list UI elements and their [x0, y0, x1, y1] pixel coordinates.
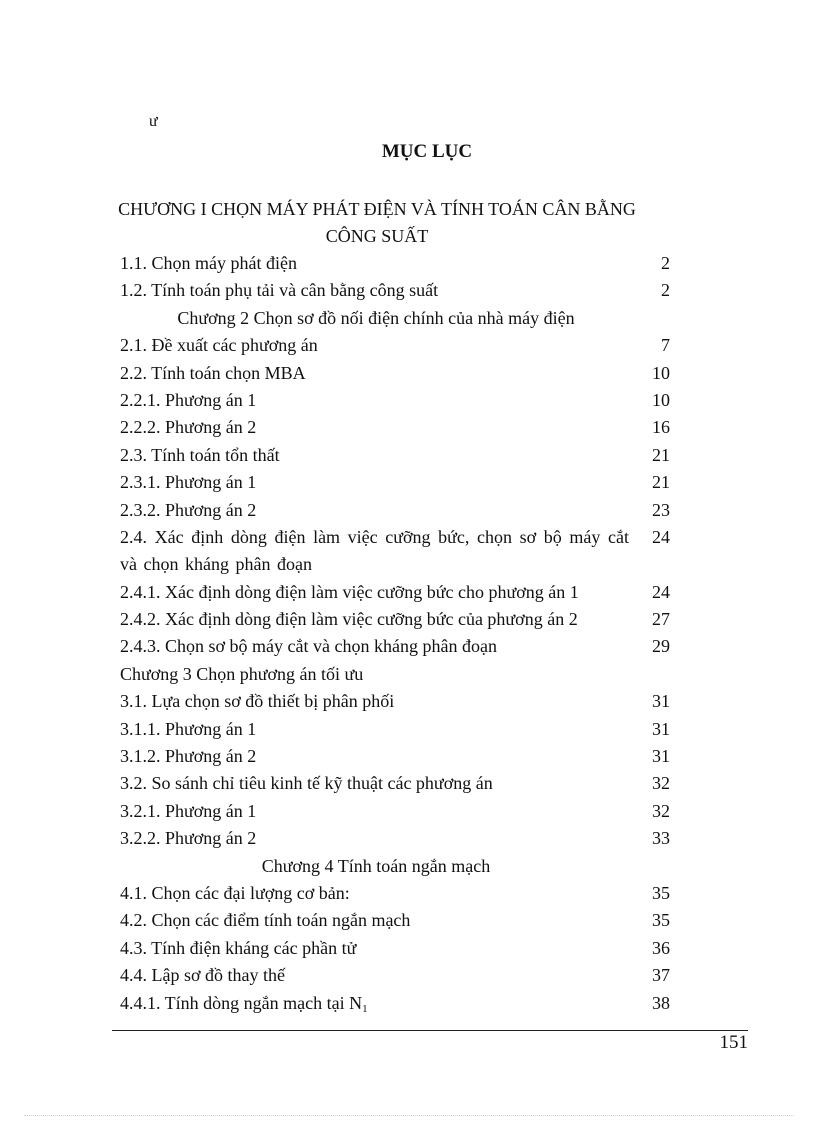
toc-entry-title: 2.4.3. Chọn sơ bộ máy cắt và chọn kháng phân đoạn — [120, 636, 497, 657]
toc-entry-title: 1.1. Chọn máy phát điện — [120, 253, 297, 273]
toc-entry-page: 31 — [652, 746, 670, 767]
toc-entry-title: 3.1.1. Phương án 1 — [120, 718, 257, 739]
page-bottom-border — [24, 1115, 794, 1116]
toc-entry[interactable] — [0, 962, 816, 989]
toc-entry-page: 21 — [652, 472, 670, 493]
toc-entry-page: 31 — [652, 718, 670, 739]
toc-entry-title: 1.2. Tính toán phụ tải và cân bằng công suất — [120, 280, 439, 301]
toc-entry[interactable] — [0, 606, 816, 633]
chapter-1-heading: CHƯƠNG I CHỌN MÁY PHÁT ĐIỆN VÀ TÍNH TOÁN CÂN BẰNG CÔNG SUẤT — [118, 199, 636, 246]
toc-entry-page: 27 — [652, 609, 670, 630]
toc-entry-title: 4.1. Chọn các đại lượng cơ bản: — [120, 883, 350, 903]
toc-entry-page: 10 — [652, 389, 670, 410]
toc-entry-title: 2.4. Xác định dòng điện làm việc cưỡng bức, chọn sơ bộ máy cắt và chọn kháng phân đoạn — [120, 526, 629, 575]
toc-chapter-heading[interactable] — [0, 661, 816, 688]
toc-entry-page: 32 — [652, 800, 670, 821]
toc-entry-page: 21 — [652, 444, 670, 465]
toc-entry[interactable] — [0, 716, 816, 743]
footer-rule — [112, 1030, 748, 1031]
toc-entry-page: 2 — [661, 280, 670, 301]
toc-entry-page: 2 — [661, 253, 670, 273]
toc-chapter-heading[interactable] — [0, 305, 816, 332]
toc-entry-page: 35 — [652, 883, 670, 903]
toc-entry[interactable] — [0, 524, 816, 579]
table-of-contents — [0, 250, 816, 1017]
toc-entry-title: 4.3. Tính điện kháng các phần tử — [120, 937, 357, 958]
toc-entry[interactable] — [0, 387, 816, 414]
toc-entry-title: 3.1.2. Phương án 2 — [120, 746, 257, 767]
toc-entry[interactable] — [0, 579, 816, 606]
toc-entry-title: 3.2.1. Phương án 1 — [120, 800, 257, 821]
toc-entry[interactable] — [0, 277, 816, 304]
toc-entry-title: Chương 3 Chọn phương án tối ưu — [120, 663, 364, 684]
toc-entry-page: 23 — [652, 499, 670, 520]
toc-entry[interactable] — [0, 907, 816, 934]
toc-entry-page: 33 — [652, 828, 670, 849]
toc-entry[interactable] — [0, 332, 816, 359]
stray-character: ư — [149, 113, 158, 130]
toc-entry-title: 3.1. Lựa chọn sơ đồ thiết bị phân phối — [120, 691, 395, 712]
toc-entry[interactable] — [0, 688, 816, 715]
toc-entry-page: 31 — [652, 691, 670, 712]
toc-chapter-heading[interactable] — [0, 853, 816, 880]
toc-entry-page: 24 — [652, 581, 670, 602]
toc-entry[interactable] — [0, 360, 816, 387]
toc-entry[interactable] — [0, 469, 816, 496]
toc-entry-title: Chương 4 Tính toán ngắn mạch — [261, 855, 491, 876]
toc-title: MỤC LỤC — [381, 141, 473, 162]
toc-entry-page: 7 — [661, 335, 670, 356]
toc-entry-title: 2.2.1. Phương án 1 — [120, 389, 257, 410]
toc-entry[interactable] — [0, 497, 816, 524]
toc-entry-title: Chương 2 Chọn sơ đồ nối điện chính của nhà máy điện — [177, 307, 575, 328]
toc-entry[interactable] — [0, 442, 816, 469]
toc-entry-page: 16 — [652, 417, 670, 438]
toc-entry[interactable] — [0, 880, 816, 907]
toc-entry[interactable] — [0, 250, 816, 277]
toc-entry-title: 4.4. Lập sơ đồ thay thế — [120, 965, 285, 986]
toc-entry-page: 29 — [652, 636, 670, 657]
toc-entry[interactable] — [0, 743, 816, 770]
toc-entry[interactable] — [0, 990, 816, 1017]
toc-entry[interactable] — [0, 770, 816, 797]
toc-entry-title: 3.2.2. Phương án 2 — [120, 828, 257, 849]
toc-entry-title: 2.2.2. Phương án 2 — [120, 417, 257, 438]
subscript: 1 — [362, 1002, 368, 1015]
toc-entry-title: 4.2. Chọn các điểm tính toán ngắn mạch — [120, 910, 411, 931]
toc-entry[interactable] — [0, 798, 816, 825]
toc-entry[interactable] — [0, 935, 816, 962]
toc-entry-title: 2.2. Tính toán chọn MBA — [120, 362, 306, 383]
toc-entry-title: 3.2. So sánh chỉ tiêu kinh tế kỹ thuật các phương án — [120, 773, 493, 794]
toc-entry-text: 4.4.1. Tính dòng ngắn mạch tại N — [120, 992, 363, 1013]
toc-entry-title: 2.4.2. Xác định dòng điện làm việc cưỡng bức của phương án 2 — [120, 609, 578, 630]
toc-entry[interactable] — [0, 633, 816, 660]
toc-entry-page: 37 — [652, 965, 670, 986]
toc-entry-title — [120, 990, 368, 1017]
page-number: 151 — [719, 1032, 748, 1053]
toc-entry-title: 2.3.2. Phương án 2 — [120, 499, 257, 520]
toc-entry-title: 2.3. Tính toán tổn thất — [120, 444, 280, 465]
toc-entry-title: 2.4.1. Xác định dòng điện làm việc cưỡng bức cho phương án 1 — [120, 581, 579, 602]
toc-entry-page: 38 — [652, 992, 670, 1013]
toc-entry-title: 2.3.1. Phương án 1 — [120, 472, 257, 493]
toc-entry-page: 10 — [652, 362, 670, 383]
toc-entry-title: 2.1. Đề xuất các phương án — [120, 335, 318, 356]
toc-entry[interactable] — [0, 414, 816, 441]
toc-entry-page: 35 — [652, 910, 670, 931]
toc-entry-page: 36 — [652, 937, 670, 958]
toc-entry[interactable] — [0, 825, 816, 852]
toc-entry-page: 32 — [652, 773, 670, 794]
toc-entry-page: 24 — [652, 526, 670, 547]
